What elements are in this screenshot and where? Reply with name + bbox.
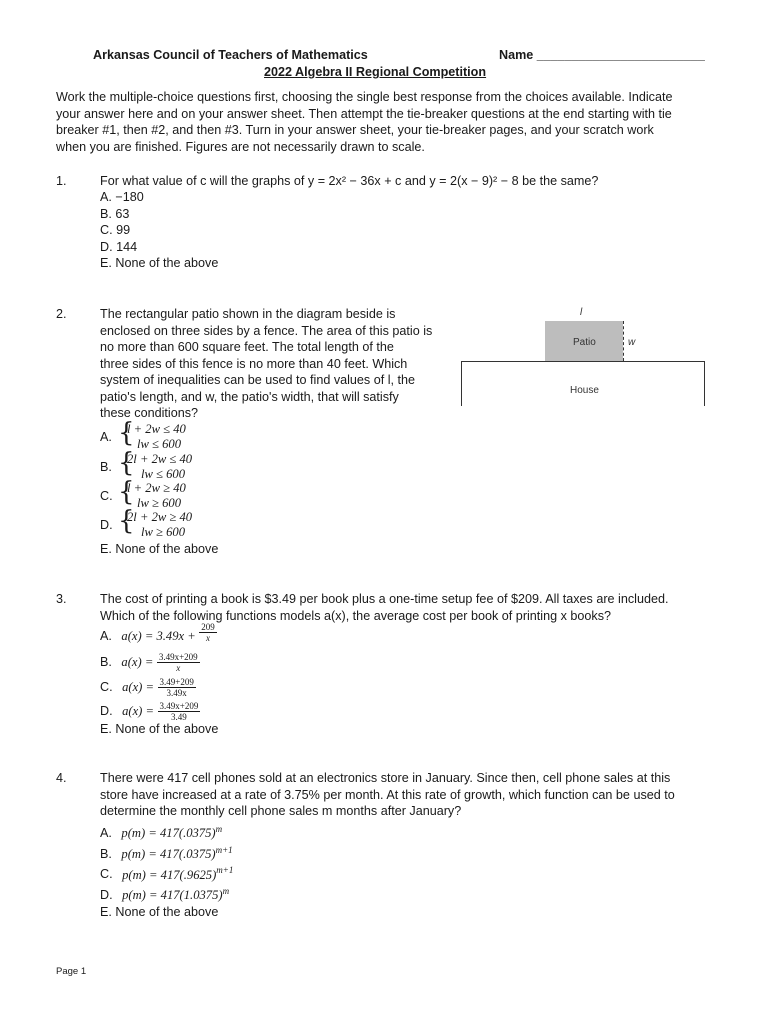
brace-icon: {	[118, 477, 135, 507]
q4-stem-line: determine the monthly cell phone sales m months after January?	[100, 804, 462, 818]
q2-choice-c-letter: C.	[100, 489, 113, 503]
choice-expr: p(m) = 417(.0375)	[121, 846, 216, 861]
choice-exponent: m	[215, 824, 223, 834]
q3-choice-b-fraction	[157, 652, 200, 673]
q3-choice-b-expr: a(x) =	[121, 654, 154, 669]
choice-exponent: m	[222, 886, 230, 897]
fraction-numerator: 3.49+209	[159, 677, 194, 687]
q2-choice-d-letter: D.	[100, 518, 113, 532]
org-title: Arkansas Council of Teachers of Mathematics	[93, 48, 368, 62]
q4-choice-a	[100, 821, 233, 842]
q2-stem-line: enclosed on three sides by a fence. The area of this patio is	[100, 323, 433, 338]
q1-choice-a: A. −180	[100, 190, 144, 204]
fraction-numerator: 3.49x+209	[159, 701, 199, 711]
q2-stem-line: no more than 600 square feet. The total length of the	[100, 340, 394, 354]
brace-icon: {	[118, 506, 135, 536]
q3-choice-c-fraction	[158, 677, 196, 698]
fraction-numerator: 3.49x+209	[158, 652, 198, 662]
q2-choice-a-letter: A.	[100, 430, 112, 444]
instructions-line: breaker #1, then #2, and then #3. Turn in your answer sheet, your tie-breaker pages, and your scratch work	[56, 123, 654, 137]
q2-choice-d-bottom: lw ≥ 600	[141, 525, 185, 539]
q3-choice-c	[100, 677, 196, 698]
q4-stem-line: There were 417 cell phones sold at an electronics store in January. Since then, cell phone sales at this	[100, 771, 671, 785]
choice-exponent: m+1	[215, 844, 233, 855]
choice-expr: p(m) = 417(.9625)	[122, 867, 217, 882]
q2-choice-d-top: 2l + 2w ≥ 40	[127, 510, 193, 524]
q3-number: 3.	[56, 592, 67, 606]
q2-stem-line: these conditions?	[100, 406, 199, 420]
fraction-denominator: x	[176, 663, 181, 673]
q1-choice-b: B. 63	[100, 206, 130, 221]
q2-choice-c-bottom: lw ≥ 600	[137, 496, 181, 510]
q2-number: 2.	[56, 307, 67, 321]
fraction-numerator: 209	[201, 622, 215, 633]
q3-choice-c-expr: a(x) =	[122, 679, 155, 694]
q2-choice-a-top: l + 2w ≤ 40	[127, 422, 186, 436]
q3-choice-d-expr: a(x) =	[122, 703, 155, 718]
q2-choice-c-top: l + 2w ≥ 40	[127, 481, 186, 495]
q4-stem	[100, 770, 675, 820]
choice-letter: D.	[100, 888, 113, 903]
q3-choice-b-letter: B.	[100, 654, 112, 669]
q3-stem-line: The cost of printing a book is $3.49 per book plus a one-time setup fee of $209. All taxes are included.	[100, 592, 669, 606]
choice-expr: p(m) = 417(1.0375)	[122, 888, 223, 903]
width-label: w	[628, 337, 636, 348]
q4-choice-c	[100, 862, 233, 883]
q1-number: 1.	[56, 174, 67, 188]
choice-letter: B.	[100, 846, 112, 861]
width-dashed-line	[623, 321, 624, 361]
choice-expr: p(m) = 417(.0375)	[121, 826, 216, 841]
q2-stem-line: system of inequalities can be used to find values of l, the	[100, 373, 416, 387]
q1-stem: For what value of c will the graphs of y = 2x² − 36x + c and y = 2(x − 9)² − 8 be the same?	[100, 174, 599, 188]
q2-stem-line: three sides of this fence is no more than 40 feet. Which	[100, 356, 408, 371]
patio-diagram	[455, 305, 715, 405]
instructions	[56, 89, 673, 155]
choice-exponent: m+1	[216, 865, 234, 876]
q4-choice-e: E. None of the above	[100, 904, 219, 919]
q4-choices	[100, 821, 233, 920]
q3-choice-c-letter: C.	[100, 679, 113, 694]
q3-choice-a-letter: A.	[100, 629, 112, 643]
q1-choice-c: C. 99	[100, 223, 131, 237]
fraction-denominator: x	[206, 633, 211, 644]
q4-choice-d	[100, 883, 233, 904]
competition-title: 2022 Algebra II Regional Competition	[264, 65, 487, 79]
q4-stem-line: store have increased at a rate of 3.75% per month. At this rate of growth, which function can be used to	[100, 787, 675, 802]
patio-label: Patio	[573, 337, 596, 348]
q4-choice-b	[100, 842, 233, 863]
name-field-label: Name ________________________	[499, 48, 705, 62]
length-label: l	[580, 307, 583, 318]
instructions-line: Work the multiple-choice questions first, choosing the single best response from the choices available. Indicate	[56, 90, 673, 104]
q1-choice-e: E. None of the above	[100, 256, 219, 270]
q1-choice-d: D. 144	[100, 239, 138, 254]
fraction-denominator: 3.49	[171, 712, 187, 722]
q3-choice-d-fraction	[158, 701, 201, 722]
q2-stem-line: patio's length, and w, the patio's width, that will satisfy	[100, 389, 399, 404]
brace-icon: {	[118, 448, 135, 478]
q2-choice-e: E. None of the above	[100, 542, 219, 556]
q2-choice-b-top: 2l + 2w ≤ 40	[127, 452, 193, 466]
q3-choice-b	[100, 652, 200, 673]
instructions-line: your answer here and on your answer sheet. Then attempt the tie-breaker questions at the end starting with tie	[56, 106, 672, 121]
q1-choices	[100, 189, 218, 272]
q2-stem	[100, 306, 432, 422]
fraction-denominator: 3.49x	[166, 688, 187, 698]
q2-choice-b-bottom: lw ≤ 600	[141, 467, 185, 481]
choice-letter: A.	[100, 826, 112, 841]
q2-stem-line: The rectangular patio shown in the diagram beside is	[100, 307, 396, 321]
q3-choice-e: E. None of the above	[100, 722, 219, 736]
brace-icon: {	[118, 418, 135, 448]
q3-stem-line: Which of the following functions models a(x), the average cost per book of printing x books?	[100, 608, 612, 623]
house-label: House	[570, 385, 599, 396]
q3-stem	[100, 591, 668, 624]
q3-choice-d	[100, 701, 200, 722]
page-number: Page 1	[56, 966, 87, 977]
q2-choice-a-bottom: lw ≤ 600	[137, 437, 181, 451]
q3-choice-a	[100, 622, 217, 645]
q2-choice-b-letter: B.	[100, 460, 112, 474]
q3-choice-a-fraction	[199, 622, 217, 643]
instructions-line: when you are finished. Figures are not necessarily drawn to scale.	[56, 139, 425, 154]
q3-choice-d-letter: D.	[100, 703, 113, 718]
choice-letter: C.	[100, 867, 113, 882]
q4-number: 4.	[56, 771, 67, 785]
q3-choice-a-expr: a(x) = 3.49x +	[121, 629, 196, 643]
house-rect	[461, 361, 705, 406]
